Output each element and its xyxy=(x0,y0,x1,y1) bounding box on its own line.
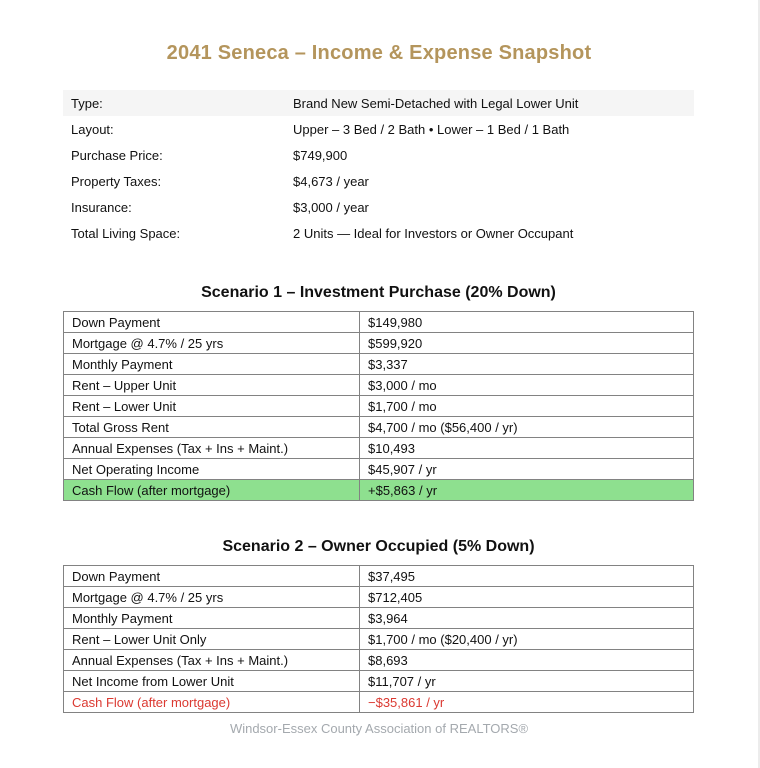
footer-credit: Windsor-Essex County Association of REALTORS® xyxy=(229,721,529,736)
table-row xyxy=(64,650,694,671)
row-value-cell: +$5,863 / yr xyxy=(360,480,694,501)
scenario-2-heading: Scenario 2 – Owner Occupied (5% Down) xyxy=(222,538,535,555)
row-label-cell: Net Income from Lower Unit xyxy=(64,671,360,692)
info-value: $3,000 / year xyxy=(293,199,369,215)
table-row xyxy=(64,354,694,375)
row-value-cell: $4,700 / mo ($56,400 / yr) xyxy=(360,417,694,438)
info-label: Type: xyxy=(71,95,103,111)
row-value-cell: $45,907 / yr xyxy=(360,459,694,480)
table-row xyxy=(64,587,694,608)
row-value-cell: $37,495 xyxy=(360,566,694,587)
table-row xyxy=(64,608,694,629)
info-value: Upper – 3 Bed / 2 Bath • Lower – 1 Bed / 1 Bath xyxy=(293,121,570,137)
cash-flow-negative-row xyxy=(64,692,694,713)
row-label-cell: Monthly Payment xyxy=(64,608,360,629)
cash-flow-positive-row xyxy=(64,480,694,501)
row-value-cell: $10,493 xyxy=(360,438,694,459)
page-content xyxy=(63,90,694,713)
info-value: 2 Units — Ideal for Investors or Owner Occupant xyxy=(293,225,574,241)
info-value: $749,900 xyxy=(293,147,348,163)
info-row-property-taxes xyxy=(63,168,694,194)
row-value-cell: $3,000 / mo xyxy=(360,375,694,396)
property-info-table xyxy=(63,90,694,246)
row-value-cell: $1,700 / mo ($20,400 / yr) xyxy=(360,629,694,650)
table-row xyxy=(64,566,694,587)
row-label-cell: Rent – Lower Unit xyxy=(64,396,360,417)
row-label-cell: Down Payment xyxy=(64,566,360,587)
info-label: Purchase Price: xyxy=(71,147,163,163)
row-label-cell: Cash Flow (after mortgage) xyxy=(64,692,360,713)
row-label-cell: Monthly Payment xyxy=(64,354,360,375)
info-label: Property Taxes: xyxy=(71,173,162,189)
row-label-cell: Mortgage @ 4.7% / 25 yrs xyxy=(64,333,360,354)
table-row xyxy=(64,333,694,354)
info-label: Layout: xyxy=(71,121,114,137)
row-value-cell: $712,405 xyxy=(360,587,694,608)
scenario-2-table xyxy=(63,565,694,713)
row-value-cell: $599,920 xyxy=(360,333,694,354)
row-label-cell: Annual Expenses (Tax + Ins + Maint.) xyxy=(64,650,360,671)
info-row-living-space xyxy=(63,220,694,246)
info-row-type xyxy=(63,90,694,116)
row-label-cell: Down Payment xyxy=(64,312,360,333)
row-value-cell: $1,700 / mo xyxy=(360,396,694,417)
info-row-layout xyxy=(63,116,694,142)
info-row-purchase-price xyxy=(63,142,694,168)
row-label-cell: Rent – Lower Unit Only xyxy=(64,629,360,650)
info-label: Insurance: xyxy=(71,199,132,215)
info-value: Brand New Semi-Detached with Legal Lower Unit xyxy=(293,95,579,111)
row-label-cell: Total Gross Rent xyxy=(64,417,360,438)
info-label: Total Living Space: xyxy=(71,225,181,241)
scenario-1-heading: Scenario 1 – Investment Purchase (20% Down) xyxy=(201,284,556,301)
scenario-1-table xyxy=(63,311,694,501)
row-label-cell: Rent – Upper Unit xyxy=(64,375,360,396)
row-label-cell: Cash Flow (after mortgage) xyxy=(64,480,360,501)
info-row-insurance xyxy=(63,194,694,220)
row-label-cell: Net Operating Income xyxy=(64,459,360,480)
table-row xyxy=(64,312,694,333)
table-row xyxy=(64,438,694,459)
table-row xyxy=(64,629,694,650)
row-label-cell: Mortgage @ 4.7% / 25 yrs xyxy=(64,587,360,608)
table-row xyxy=(64,375,694,396)
row-value-cell: $3,964 xyxy=(360,608,694,629)
page-title: 2041 Seneca – Income & Expense Snapshot xyxy=(166,42,592,64)
row-label-cell: Annual Expenses (Tax + Ins + Maint.) xyxy=(64,438,360,459)
table-row xyxy=(64,417,694,438)
row-value-cell: −$35,861 / yr xyxy=(360,692,694,713)
row-value-cell: $149,980 xyxy=(360,312,694,333)
row-value-cell: $3,337 xyxy=(360,354,694,375)
row-value-cell: $8,693 xyxy=(360,650,694,671)
table-row xyxy=(64,671,694,692)
info-value: $4,673 / year xyxy=(293,173,369,189)
row-value-cell: $11,707 / yr xyxy=(360,671,694,692)
table-row xyxy=(64,396,694,417)
table-row xyxy=(64,459,694,480)
